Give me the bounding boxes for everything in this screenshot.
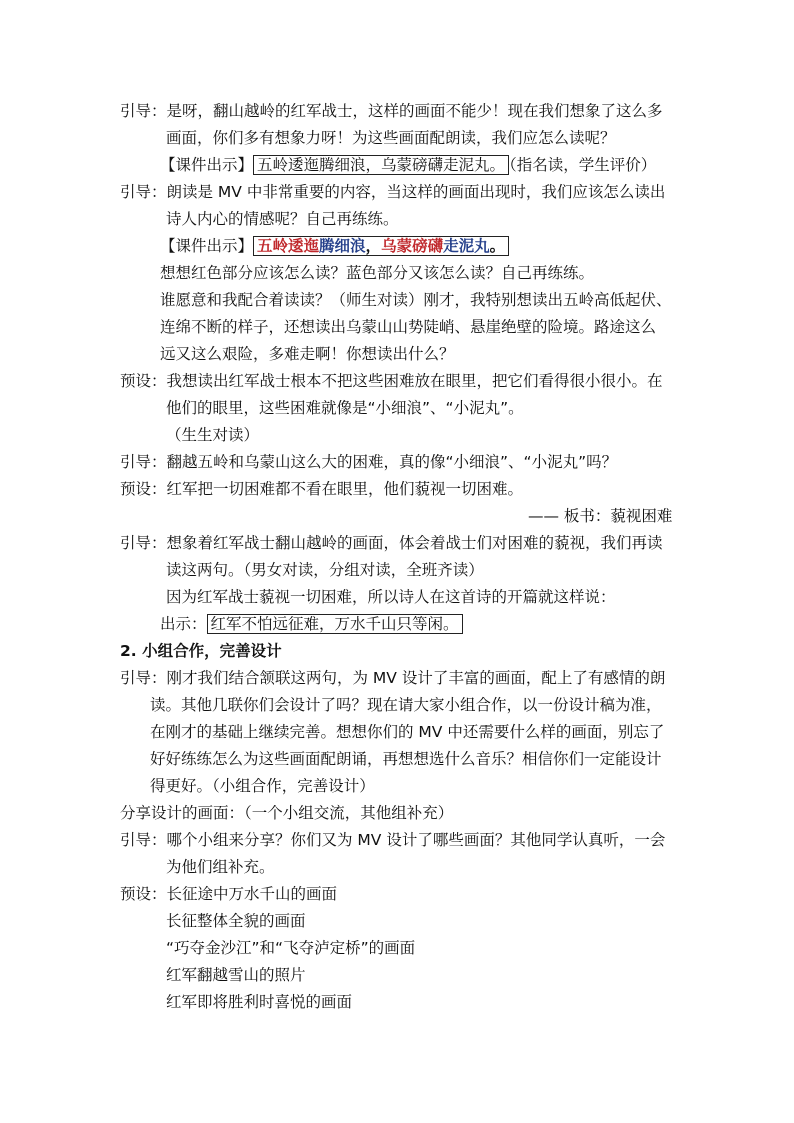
- courseware-line-2: [160, 235, 509, 257]
- courseware-line-1: [160, 154, 656, 176]
- blue-text: 腾细浪: [319, 237, 366, 255]
- text-line: 分享设计的画面：（一个小组交流，其他组补充）: [120, 804, 454, 822]
- text-line: 引导：翻越五岭和乌蒙山这么大的困难，真的像“小细浪”、“小泥丸”吗？: [120, 453, 618, 471]
- red-text: 乌蒙磅礴: [381, 237, 444, 255]
- text-line: 他们的眼里，这些困难就像是“小细浪”、“小泥丸”。: [166, 399, 524, 417]
- text-line: 诗人内心的情感呢？自己再练练。: [166, 210, 399, 228]
- text-line: 想想红色部分应该怎么读？蓝色部分又该怎么读？自己再练练。: [160, 264, 595, 282]
- blue-text: 走泥丸: [443, 237, 490, 255]
- text-line: 预设：我想读出红军战士根本不把这些困难放在眼里，把它们看得很小很小。在: [120, 372, 663, 390]
- text-line: 引导：是呀，翻山越岭的红军战士，这样的画面不能少！现在我们想象了这么多: [120, 102, 663, 120]
- text-line: 引导：哪个小组来分享？你们又为 MV 设计了哪些画面？其他同学认真听，一会: [120, 831, 666, 849]
- text-line: 读这两句。（男女对读，分组对读，全班齐读）: [166, 561, 484, 579]
- show-label: 出示：: [160, 615, 207, 633]
- courseware-label: 【课件出示】: [160, 156, 254, 174]
- text-line: 得更好。（小组合作，完善设计）: [150, 777, 375, 795]
- text-line: 预设：长征途中万水千山的画面: [120, 885, 338, 903]
- text-line: 在刚才的基础上继续完善。想想你们的 MV 中还需要什么样的画面，别忘了: [150, 723, 665, 741]
- text-line: 远又这么艰险，多难走啊！你想读出什么？: [160, 345, 455, 363]
- text-line: 引导：朗读是 MV 中非常重要的内容，当这样的画面出现时，我们应该怎么读出: [120, 183, 666, 201]
- text-line: （生生对读）: [166, 426, 260, 444]
- text-line: 谁愿意和我配合着读读？（师生对读）刚才，我特别想读出五岭高低起伏、: [160, 291, 672, 309]
- note: （指名读，学生评价）: [509, 156, 657, 174]
- punct: 。: [489, 237, 506, 255]
- section-heading: 2. 小组合作，完善设计: [120, 642, 282, 660]
- punct: ，: [365, 237, 382, 255]
- boxed-verse: 红军不怕远征难，万水千山只等闲。: [207, 614, 463, 634]
- text-line: 读。其他几联你们会设计了吗？现在请大家小组合作，以一份设计稿为准，: [150, 696, 662, 714]
- text-line: 预设：红军把一切困难都不看在眼里，他们藐视一切困难。: [120, 480, 524, 498]
- text-line: 画面，你们多有想象力呀！为这些画面配朗读，我们应怎么读呢？: [166, 129, 616, 147]
- blackboard-note: —— 板书：藐视困难: [528, 507, 673, 525]
- list-item: “巧夺金沙江”和“飞夺泸定桥”的画面: [166, 939, 416, 957]
- show-line: [160, 613, 463, 635]
- list-item: 红军翻越雪山的照片: [166, 966, 306, 984]
- text-line: 为他们组补充。: [166, 858, 275, 876]
- text-line: 引导：刚才我们结合颔联这两句，为 MV 设计了丰富的画面，配上了有感情的朗: [120, 669, 666, 687]
- text-line: 好好练练怎么为这些画面配朗诵，再想想选什么音乐？相信你们一定能设计: [150, 750, 662, 768]
- list-item: 红军即将胜利时喜悦的画面: [166, 993, 353, 1011]
- list-item: 长征整体全貌的画面: [166, 912, 306, 930]
- courseware-label: 【课件出示】: [160, 237, 254, 255]
- text-line: 因为红军战士藐视一切困难，所以诗人在这首诗的开篇就这样说：: [166, 588, 616, 606]
- boxed-verse: 五岭逶迤腾细浪，乌蒙磅礴走泥丸。: [253, 155, 509, 175]
- text-line: 引导：想象着红军战士翻山越岭的画面，体会着战士们对困难的藐视，我们再读: [120, 534, 663, 552]
- text-line: 连绵不断的样子，还想读出乌蒙山山势陡峭、悬崖绝壁的险境。路途这么: [160, 318, 657, 336]
- colored-verse: [253, 236, 509, 256]
- red-text: 五岭逶迤: [257, 237, 320, 255]
